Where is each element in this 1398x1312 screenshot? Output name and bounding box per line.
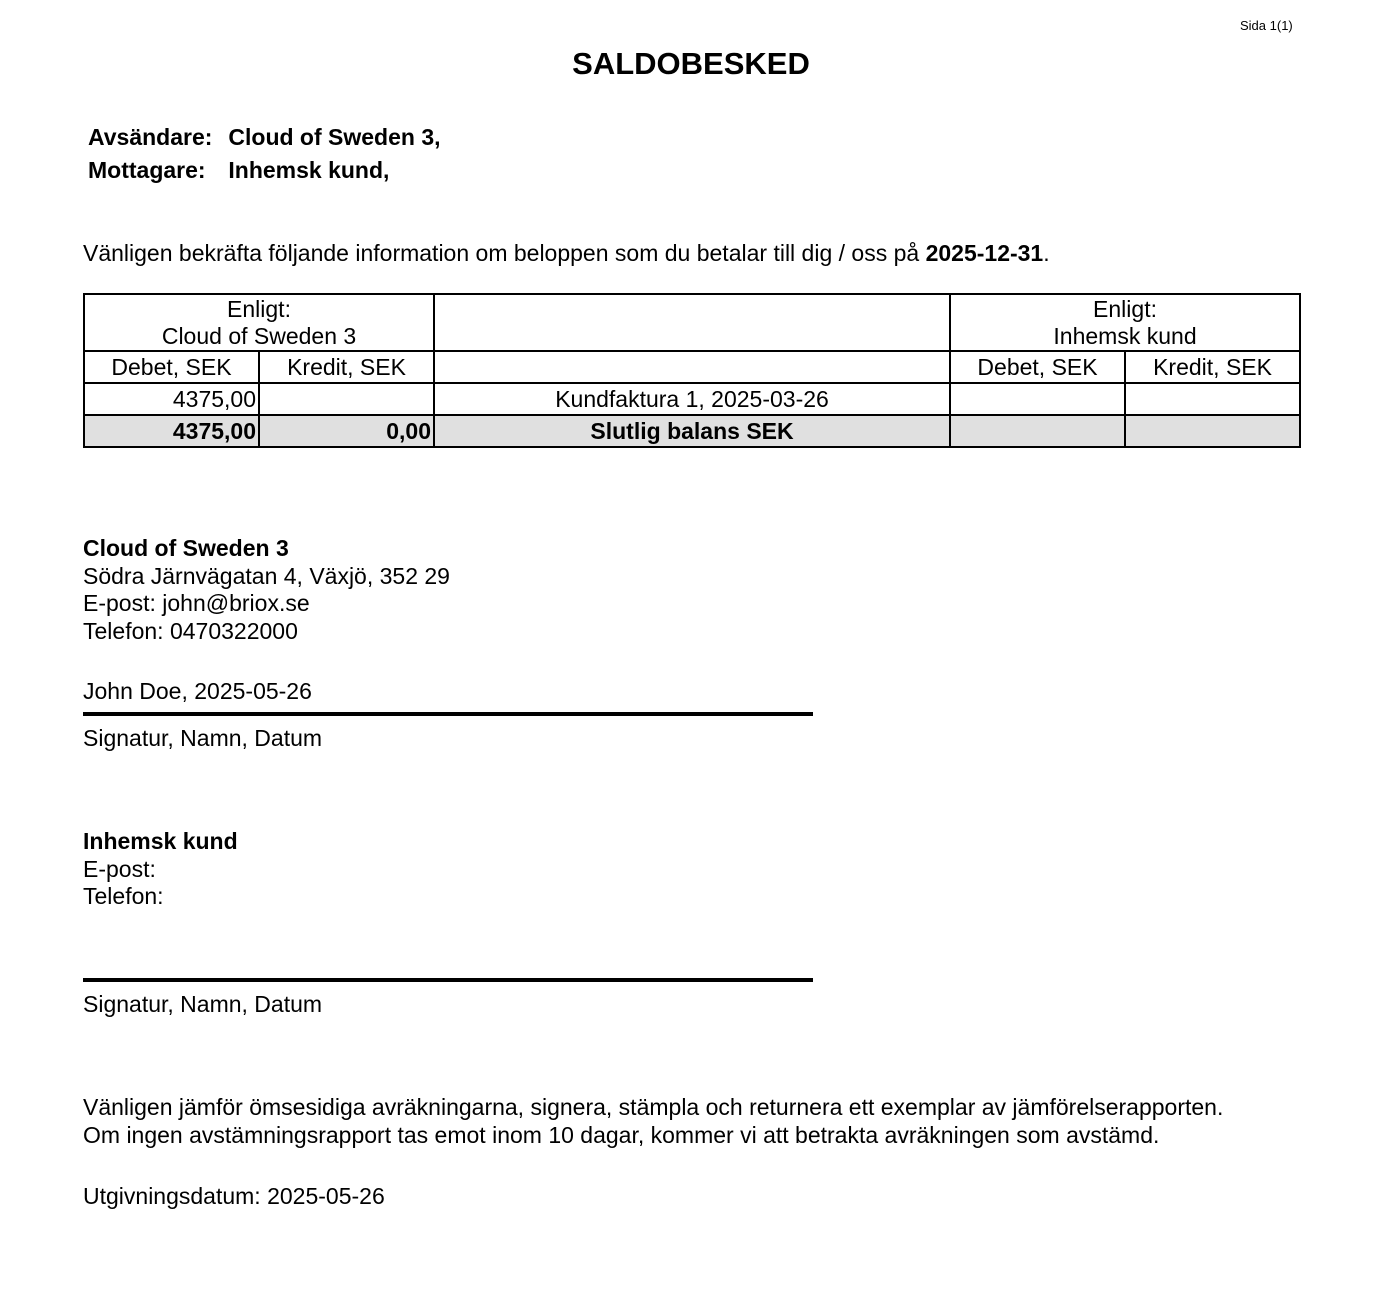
table-columns-row [84,351,1300,383]
receiver-line [88,157,389,184]
page-number: Sida 1(1) [1240,18,1293,33]
table-row [84,383,1300,415]
intro-end: . [1043,240,1050,266]
right-debet-cell [950,383,1125,415]
left-debet-cell: 4375,00 [84,383,259,415]
total-label: Slutlig balans SEK [434,415,950,447]
receiver-label: Mottagare: [88,157,206,183]
footer-note [83,1094,1223,1149]
document-title: SALDOBESKED [572,46,810,81]
balance-table [83,293,1301,448]
receiver-value: Inhemsk kund, [228,157,390,183]
footer-line-1: Vänligen jämför ömsesidiga avräkningarna, signera, stämpla och returnera ett exemplar av jämförelserapporten. [83,1094,1224,1120]
right-kredit-cell [1125,383,1300,415]
sender-phone: Telefon: 0470322000 [83,617,298,644]
total-row [84,415,1300,447]
right-party-header [950,294,1300,351]
left-party-header [84,294,434,351]
footer-line-2: Om ingen avstämningsrapport tas emot inom 10 dagar, kommer vi att betrakta avräkningen som avstämd. [83,1121,1160,1148]
intro-date: 2025-12-31 [925,240,1044,266]
total-left-debet: 4375,00 [84,415,259,447]
sender-signed: John Doe, 2025-05-26 [83,678,312,704]
left-header-name: Cloud of Sweden 3 [161,322,357,349]
left-header-label: Enligt: [227,295,291,322]
receiver-signature-line [83,978,813,982]
total-right-kredit [1125,415,1300,447]
intro-text [83,240,1050,267]
sender-line [88,124,441,151]
description-header [434,351,950,383]
description-cell: Kundfaktura 1, 2025-03-26 [434,383,950,415]
intro-body: Vänligen bekräfta följande information om beloppen som du betalar till dig / oss på [83,240,926,266]
total-left-kredit: 0,00 [259,415,434,447]
sender-value: Cloud of Sweden 3, [228,124,441,150]
sender-contact-block [83,535,450,645]
sender-signature-caption: Signatur, Namn, Datum [83,725,323,751]
right-header-name: Inhemsk kund [1053,322,1197,349]
right-header-label: Enligt: [1093,295,1157,322]
receiver-contact-block [83,828,238,911]
left-kredit-cell [259,383,434,415]
table-header-row [84,294,1300,351]
total-right-debet [950,415,1125,447]
left-kredit-header: Kredit, SEK [259,351,434,383]
sender-label: Avsändare: [88,124,213,150]
receiver-phone: Telefon: [83,883,164,909]
issue-date: Utgivningsdatum: 2025-05-26 [83,1183,385,1209]
receiver-name: Inhemsk kund [83,828,238,854]
left-debet-header: Debet, SEK [84,351,259,383]
receiver-signature-caption: Signatur, Namn, Datum [83,991,323,1017]
middle-header [434,294,950,351]
receiver-email: E-post: [83,855,156,882]
right-debet-header: Debet, SEK [950,351,1125,383]
sender-signature-line [83,712,813,716]
sender-address: Södra Järnvägatan 4, Växjö, 352 29 [83,562,450,589]
sender-name: Cloud of Sweden 3 [83,535,289,561]
right-kredit-header: Kredit, SEK [1125,351,1300,383]
sender-email: E-post: john@briox.se [83,590,310,616]
